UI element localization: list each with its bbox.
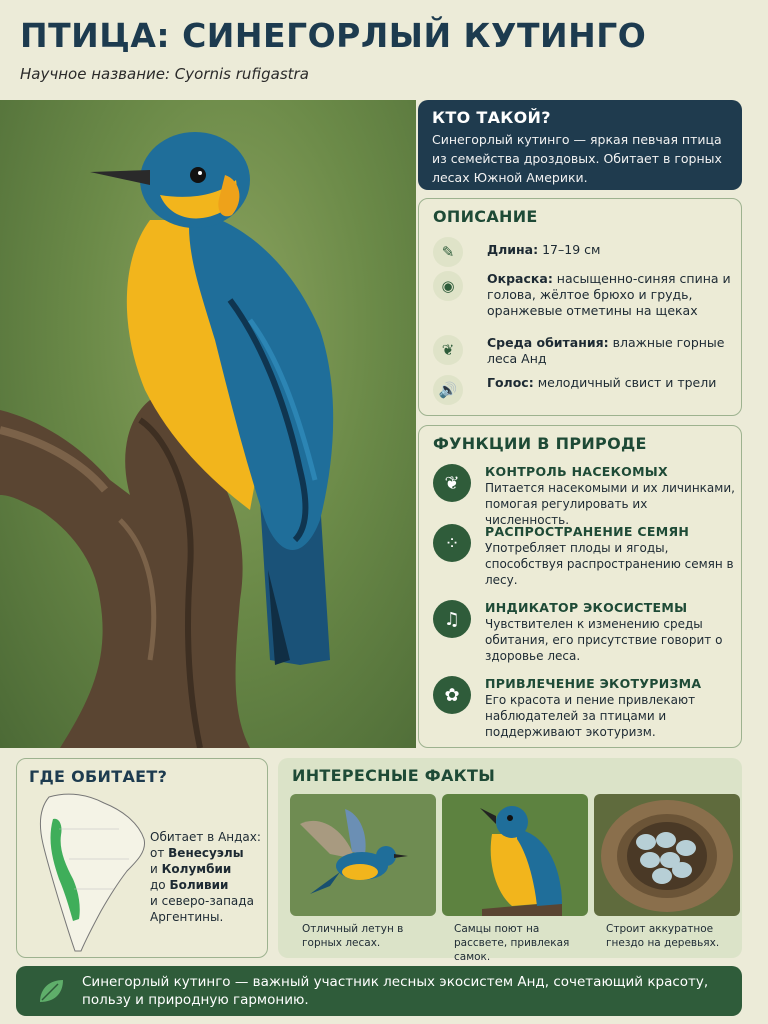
- where-panel: [16, 758, 268, 958]
- where-line: от: [150, 846, 169, 860]
- function-title: ИНДИКАТОР ЭКОСИСТЕМЫ: [485, 600, 688, 615]
- footer-text: Синегорлый кутинго — важный участник лесных экосистем Анд, сочетающий красоту, пользу и природную гармонию.: [82, 974, 709, 1008]
- function-title: КОНТРОЛЬ НАСЕКОМЫХ: [485, 464, 668, 479]
- country-colombia: Колумбии: [161, 862, 232, 876]
- ruler-icon: ✎: [433, 237, 463, 267]
- country-bolivia: Боливии: [169, 878, 229, 892]
- fact-card: [290, 794, 436, 950]
- color-label: Окраска:: [487, 271, 553, 286]
- functions-heading: ФУНКЦИИ В ПРИРОДЕ: [433, 434, 647, 453]
- function-title: РАСПРОСТРАНЕНИЕ СЕМЯН: [485, 524, 690, 539]
- function-text: Употребляет плоды и ягоды, способствуя распространению семян в лесу.: [485, 541, 734, 587]
- bird-photo: [0, 100, 416, 748]
- scientific-name: Научное название: Cyornis rufigastra: [20, 65, 309, 83]
- voice-value: мелодичный свист и трели: [533, 375, 717, 390]
- function-text: Питается насекомыми и их личинками, помогая регулировать их численность.: [485, 481, 735, 527]
- length-label: Длина:: [487, 242, 539, 257]
- fact-image-flying: [290, 794, 436, 916]
- fact-card: [594, 794, 740, 950]
- color-value: насыщенно-синяя спина и голова, жёлтое брюхо и грудь, оранжевые отметины на щеках: [487, 271, 731, 318]
- function-text: Его красота и пение привлекают наблюдателей за птицами и поддерживают экотуризм.: [485, 693, 696, 739]
- seeds-icon: ⁘: [433, 524, 471, 562]
- habitat-value: влажные горные леса Анд: [487, 335, 725, 366]
- description-heading: ОПИСАНИЕ: [433, 207, 538, 226]
- fact-image-singing: [442, 794, 588, 916]
- fact-caption: Самцы поют на рассвете, привлекая самок.: [454, 923, 570, 963]
- where-line: и северо-запада Аргентины.: [150, 894, 254, 924]
- facts-heading: ИНТЕРЕСНЫЕ ФАКТЫ: [292, 766, 496, 785]
- fact-caption: Строит аккуратное гнездо на деревьях.: [606, 923, 720, 949]
- who-panel: [418, 100, 742, 190]
- leaf-icon: ❦: [433, 335, 463, 365]
- who-heading: КТО ТАКОЙ?: [432, 108, 551, 127]
- where-line: до: [150, 878, 170, 892]
- function-text: Чувствителен к изменению среды обитания, его присутствие говорит о здоровье леса.: [485, 617, 723, 663]
- where-text: [150, 829, 266, 925]
- south-america-map: [29, 789, 149, 954]
- page-title: ПТИЦА: СИНЕГОРЛЫЙ КУТИНГО: [20, 16, 647, 55]
- fact-image-nest: [594, 794, 740, 916]
- voice-label: Голос:: [487, 375, 534, 390]
- palette-icon: ◉: [433, 271, 463, 301]
- footer-banner: [16, 966, 742, 1016]
- music-note-icon: ♫: [433, 600, 471, 638]
- function-title: ПРИВЛЕЧЕНИЕ ЭКОТУРИЗМА: [485, 676, 702, 691]
- functions-panel: [418, 425, 742, 748]
- length-value: 17–19 см: [538, 242, 601, 257]
- fact-caption: Отличный летун в горных лесах.: [302, 923, 404, 949]
- bird-illustration: [0, 100, 416, 748]
- habitat-label: Среда обитания:: [487, 335, 609, 350]
- speaker-icon: 🔊: [433, 375, 463, 405]
- where-heading: ГДЕ ОБИТАЕТ?: [29, 767, 168, 786]
- facts-panel: [278, 758, 742, 963]
- fact-card: [442, 794, 588, 964]
- where-line: и: [150, 862, 162, 876]
- where-line: Обитает в Андах:: [150, 830, 261, 844]
- who-text: Синегорлый кутинго — яркая певчая птица из семейства дроздовых. Обитает в горных лесах Южной Америки.: [432, 132, 722, 185]
- leaf-icon: [36, 976, 66, 1006]
- leaf-icon: ❦: [433, 464, 471, 502]
- sprout-icon: ✿: [433, 676, 471, 714]
- country-venezuela: Венесуэлы: [168, 846, 244, 860]
- description-panel: [418, 198, 742, 416]
